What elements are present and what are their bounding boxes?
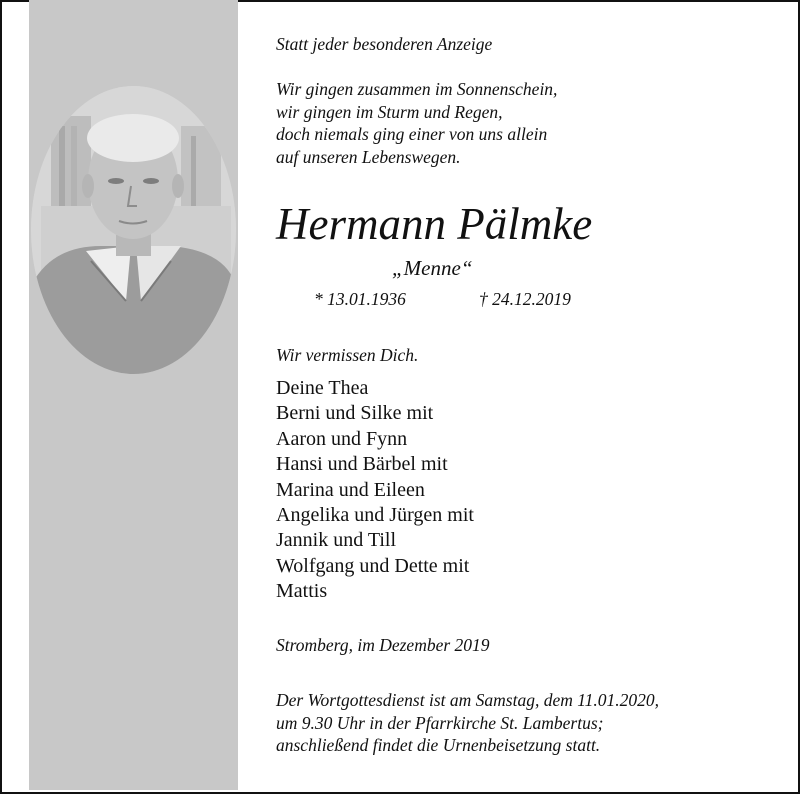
place-date: Stromberg, im Dezember 2019 [276, 635, 490, 655]
deceased-nickname: „Menne“ [392, 256, 473, 280]
poem-line: wir gingen im Sturm und Regen, [276, 101, 503, 122]
death-date: † 24.12.2019 [479, 289, 571, 309]
poem-line: doch niemals ging einer von uns allein [276, 124, 548, 144]
family-line: Wolfgang und Dette mit [276, 554, 470, 577]
family-line: Jannik und Till [276, 529, 397, 552]
family-line: Aaron und Fynn [276, 427, 408, 450]
family-line: Hansi und Bärbel mit [276, 453, 448, 476]
gray-sidebar [29, 0, 238, 790]
portrait-photo [31, 86, 236, 374]
family-line: Berni und Silke mit [276, 402, 434, 425]
family-line: Mattis [276, 580, 328, 603]
family-line: Angelika und Jürgen mit [276, 504, 474, 527]
poem [276, 78, 557, 168]
service-line: um 9.30 Uhr in der Pfarrkirche St. Lambertus; [276, 712, 604, 733]
poem-line: Wir gingen zusammen im Sonnenschein, [276, 79, 558, 99]
deceased-name: Hermann Pälmke [276, 199, 593, 249]
poem-line: auf unseren Lebenswegen. [276, 146, 461, 167]
portrait-illustration [31, 86, 236, 374]
service-line: Der Wortgottesdienst ist am Samstag, dem 11.01.2020, [276, 690, 660, 710]
header-note: Statt jeder besonderen Anzeige [276, 34, 493, 54]
service-info [276, 689, 659, 757]
family-line: Deine Thea [276, 377, 369, 399]
service-line: anschließend findet die Urnenbeisetzung statt. [276, 735, 601, 755]
birth-date: * 13.01.1936 [314, 289, 406, 309]
family-line: Marina und Eileen [276, 478, 425, 501]
family-list [276, 376, 474, 605]
farewell-message: Wir vermissen Dich. [276, 345, 419, 365]
